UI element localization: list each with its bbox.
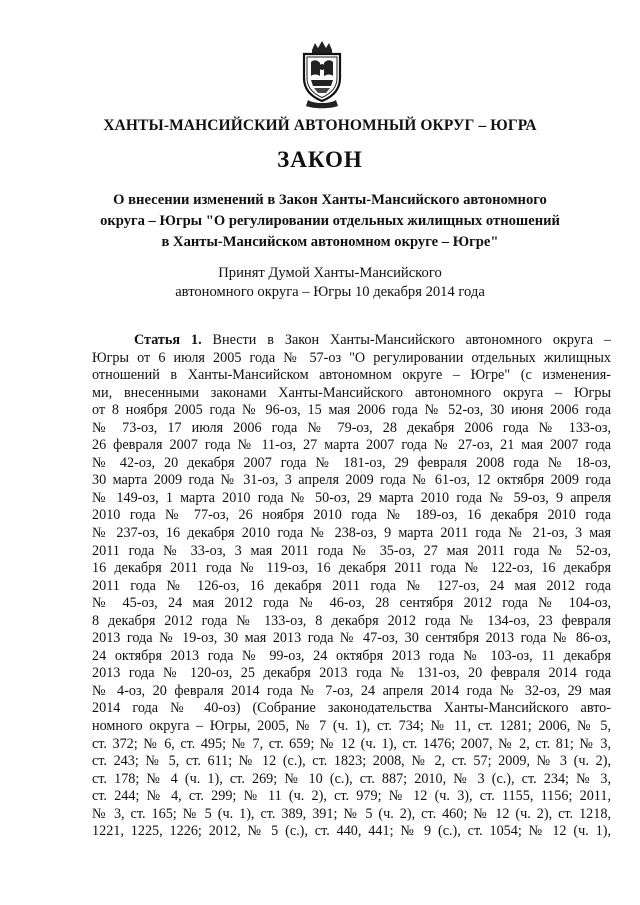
article-lines	[92, 350, 611, 841]
article-line: 26 февраля 2007 года № 11-оз, 27 марта 2007 года № 27-оз, 21 мая 2007 года	[92, 437, 611, 454]
article-line: ст. 178; № 4 (ч. 1), ст. 269; № 10 (с.), ст. 887; 2010, № 3 (с.), ст. 234; № 3,	[92, 770, 611, 787]
article-line: 16 декабря 2011 года № 119-оз, 16 декабря 2011 года № 122-оз, 16 декабря	[92, 560, 611, 577]
article-first-line	[92, 332, 611, 350]
adoption-note-line: Принят Думой Ханты-Мансийского	[218, 265, 442, 281]
article-1-text	[92, 332, 611, 841]
article-line: № 73-оз, 17 июля 2006 года № 79-оз, 28 декабря 2006 года № 133-оз,	[92, 419, 611, 436]
adoption-note-line: автономного округа – Югры 10 декабря 2014 года	[175, 283, 485, 300]
law-title-line: в Ханты-Мансийском автономном округе – Югре"	[161, 234, 499, 250]
law-title-line: округа – Югры "О регулировании отдельных жилищных отношений	[100, 213, 560, 229]
adoption-note	[80, 264, 580, 301]
document-type-heading: ЗАКОН	[277, 147, 363, 172]
article-line: ст. 244; № 4, ст. 299; № 11 (ч. 2), ст. 979; № 12 (ч. 3), ст. 1155, 1156; 2011,	[92, 788, 611, 805]
article-line: Югры от 6 июля 2005 года № 57-оз "О регулировании отдельных жилищных	[92, 349, 611, 366]
article-line: 2014 года № 40-оз) (Собрание законодательства Ханты-Мансийского авто-	[92, 700, 611, 717]
article-line: 2013 года № 120-оз, 25 декабря 2013 года № 131-оз, 20 февраля 2014 года	[92, 665, 611, 682]
article-first-line-text: Внести в Закон Ханты-Мансийского автономного округа –	[212, 332, 611, 348]
article-line: 2011 года № 33-оз, 3 мая 2011 года № 35-оз, 27 мая 2011 года № 52-оз,	[92, 542, 611, 559]
article-line: 24 октября 2013 года № 99-оз, 24 октября 2013 года № 103-оз, 11 декабря	[92, 647, 611, 664]
law-title-line: О внесении изменений в Закон Ханты-Мансийского автономного	[113, 192, 547, 208]
article-line: отношений в Ханты-Мансийском автономном округе – Югре" (с изменения-	[92, 367, 611, 384]
article-line: № 45-оз, 24 мая 2012 года № 46-оз, 28 сентября 2012 года № 104-оз,	[92, 595, 611, 612]
article-line: 2013 года № 19-оз, 30 мая 2013 года № 47-оз, 30 сентября 2013 года № 86-оз,	[92, 630, 611, 647]
article-line: № 4-оз, 20 февраля 2014 года № 7-оз, 24 апреля 2014 года № 32-оз, 29 мая	[92, 682, 611, 699]
article-line: ст. 372; № 6, ст. 495; № 7, ст. 659; № 12 (ч. 1), ст. 1476; 2007, № 2, ст. 81; № 3,	[92, 735, 611, 752]
law-title	[80, 190, 580, 253]
article-line: 8 декабря 2012 года № 133-оз, 8 декабря 2012 года № 134-оз, 23 февраля	[92, 612, 611, 629]
article-line: 2010 года № 77-оз, 26 ноября 2010 года № 189-оз, 16 декабря 2010 года	[92, 507, 611, 524]
article-line: № 237-оз, 16 декабря 2010 года № 238-оз, 9 марта 2011 года № 21-оз, 3 мая	[92, 525, 611, 542]
article-line: 2011 года № 126-оз, 16 декабря 2011 года № 127-оз, 24 мая 2012 года	[92, 577, 611, 594]
article-line: № 149-оз, 1 марта 2010 года № 50-оз, 29 марта 2010 года № 59-оз, 9 апреля	[92, 489, 611, 506]
article-line: ми, внесенными законами Ханты-Мансийского автономного округа – Югры	[92, 384, 611, 401]
article-line: ст. 243; № 5, ст. 611; № 12 (с.), ст. 1823; 2008, № 2, ст. 57; 2009, № 3 (ч. 2),	[92, 753, 611, 770]
article-line: от 8 ноября 2005 года № 96-оз, 15 мая 2006 года № 52-оз, 30 июня 2006 года	[92, 402, 611, 419]
article-label: Статья 1.	[134, 332, 202, 348]
article-line: № 3, ст. 165; № 5 (ч. 1), ст. 389, 391; № 5 (ч. 2), ст. 460; № 12 (ч. 2), ст. 1218,	[92, 805, 611, 822]
article-line: № 42-оз, 20 декабря 2007 года № 181-оз, 29 февраля 2008 года № 18-оз,	[92, 454, 611, 471]
article-line: 30 марта 2009 года № 31-оз, 3 апреля 2009 года № 61-оз, 12 октября 2009 года	[92, 472, 611, 489]
region-heading: ХАНТЫ-МАНСИЙСКИЙ АВТОНОМНЫЙ ОКРУГ – ЮГРА	[103, 117, 537, 134]
article-line: 1221, 1225, 1226; 2012, № 5 (с.), ст. 440, 441; № 9 (с.), ст. 1054; № 12 (ч. 1),	[92, 823, 611, 840]
coat-of-arms-emblem-icon	[298, 40, 346, 110]
article-line: номного округа – Югры, 2005, № 7 (ч. 1), ст. 734; № 11, ст. 1281; 2006, № 5,	[92, 718, 611, 735]
